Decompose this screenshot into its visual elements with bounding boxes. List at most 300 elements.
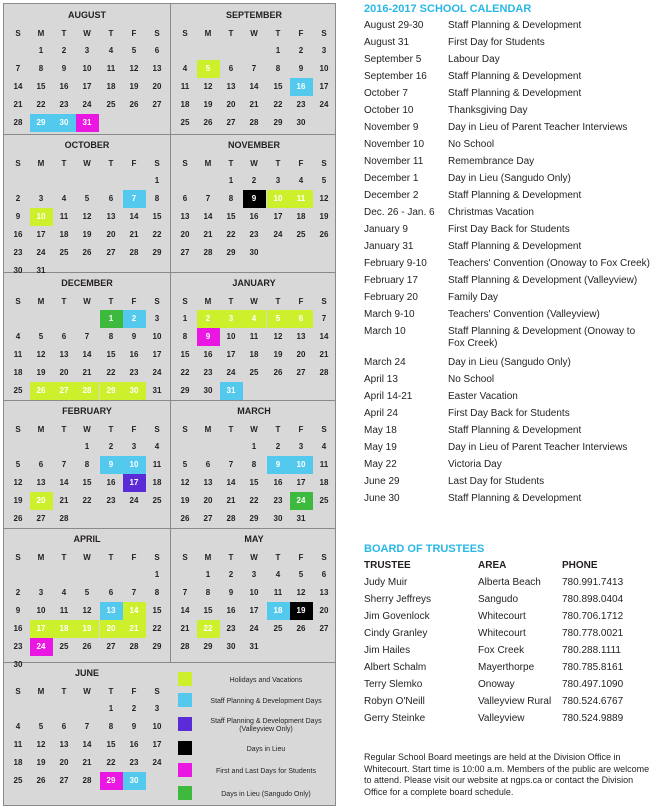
event-date: January 9 <box>364 224 408 235</box>
event-description: First Day for Students <box>448 37 545 48</box>
day-cell: 31 <box>76 114 99 132</box>
legend-label: Days in Lieu <box>246 746 286 753</box>
day-cell: 15 <box>180 350 190 359</box>
day-letter: W <box>250 297 258 306</box>
day-cell: 19 <box>273 350 283 359</box>
day-cell: 22 <box>36 100 46 109</box>
day-letter: F <box>298 297 304 306</box>
day-cell: 16 <box>129 350 139 359</box>
day-cell: 5 <box>15 460 21 469</box>
header-area: AREA <box>478 560 507 571</box>
day-cell: 3 <box>298 442 304 451</box>
event-description: Thanksgiving Day <box>448 105 528 116</box>
month-january <box>171 272 337 400</box>
legend-label: Holidays and Vacations <box>229 677 303 684</box>
trustee-name: Robyn O'Neill <box>364 696 425 707</box>
day-cell: 14 <box>59 478 69 487</box>
day-cell: 1 <box>108 704 114 713</box>
event-description: Staff Planning & Development <box>448 493 582 504</box>
day-cell: 4 <box>61 588 67 597</box>
event-date: October 10 <box>364 105 414 116</box>
trustee-phone: 780.524.9889 <box>562 713 624 724</box>
day-letter: F <box>131 297 137 306</box>
day-cell: 21 <box>226 496 236 505</box>
event-description: No School <box>448 374 495 385</box>
day-cell: 3 <box>154 704 160 713</box>
day-letter: W <box>250 29 258 38</box>
day-cell: 16 <box>249 212 259 221</box>
day-letter: F <box>131 687 137 696</box>
day-cell: 20 <box>226 100 236 109</box>
day-cell: 3 <box>154 314 160 323</box>
day-cell: 26 <box>13 514 23 523</box>
day-letter: W <box>250 553 258 562</box>
day-cell: 22 <box>197 620 220 638</box>
day-cell: 22 <box>152 230 162 239</box>
day-cell: 29 <box>152 642 162 651</box>
trustee-phone: 780.288.1111 <box>562 645 621 656</box>
day-cell: 21 <box>203 230 213 239</box>
day-cell: 21 <box>129 230 139 239</box>
trustee-phone: 780.785.8161 <box>562 662 624 673</box>
trustee-phone: 780.778.0021 <box>562 628 624 639</box>
day-cell: 6 <box>205 460 211 469</box>
day-cell: 9 <box>228 588 234 597</box>
day-cell: 22 <box>226 230 236 239</box>
trustee-name: Albert Schalm <box>364 662 427 673</box>
day-cell: 10 <box>123 456 146 474</box>
day-letter: S <box>321 425 327 434</box>
event-date: April 14-21 <box>364 391 413 402</box>
day-cell: 19 <box>290 602 313 620</box>
event-date: February 9-10 <box>364 258 427 269</box>
day-cell: 12 <box>319 194 329 203</box>
day-cell: 29 <box>180 386 190 395</box>
day-cell: 4 <box>15 332 21 341</box>
day-cell: 17 <box>152 740 162 749</box>
day-cell: 1 <box>154 176 160 185</box>
day-letter: F <box>131 159 137 168</box>
day-cell: 28 <box>226 514 236 523</box>
day-letter: S <box>182 29 188 38</box>
day-letter: S <box>321 29 327 38</box>
day-letter: T <box>108 687 114 696</box>
day-cell: 14 <box>123 602 146 620</box>
trustee-row <box>364 577 654 591</box>
day-cell: 25 <box>152 496 162 505</box>
trustee-phone: 780.991.7413 <box>562 577 624 588</box>
trustee-name: Judy Muir <box>364 577 408 588</box>
day-cell: 16 <box>129 740 139 749</box>
event-description: Teachers' Convention (Onoway to Fox Creek) <box>448 258 650 269</box>
legend-label: Days in Lieu (Sangudo Only) <box>221 791 311 798</box>
day-cell: 10 <box>319 64 329 73</box>
day-letter: F <box>131 29 137 38</box>
day-cell: 23 <box>59 100 69 109</box>
day-letter: S <box>154 29 160 38</box>
day-cell: 26 <box>319 230 329 239</box>
event-description: Staff Planning & Development <box>448 71 582 82</box>
day-cell: 19 <box>180 496 190 505</box>
month-november <box>171 134 337 272</box>
event-date: April 24 <box>364 408 398 419</box>
day-cell: 10 <box>30 208 53 226</box>
day-letter: W <box>83 553 91 562</box>
day-cell: 19 <box>36 758 46 767</box>
day-cell: 16 <box>106 478 116 487</box>
trustee-row <box>364 713 654 727</box>
day-letter: M <box>37 29 45 38</box>
day-letter: M <box>204 29 212 38</box>
day-letter: S <box>15 297 21 306</box>
event-description: First Day Back for Students <box>448 224 570 235</box>
day-cell: 27 <box>296 368 306 377</box>
day-cell: 23 <box>13 248 23 257</box>
trustee-phone: 780.898.0404 <box>562 594 624 605</box>
event-date: September 16 <box>364 71 427 82</box>
event-description: Teachers' Convention (Valleyview) <box>448 309 600 320</box>
month-september <box>171 4 337 134</box>
day-letter: M <box>204 553 212 562</box>
day-cell: 27 <box>180 248 190 257</box>
day-cell: 30 <box>53 114 76 132</box>
day-letter: S <box>154 425 160 434</box>
day-letter: F <box>131 425 137 434</box>
event-date: February 17 <box>364 275 418 286</box>
day-cell: 6 <box>182 194 188 203</box>
day-cell: 17 <box>152 350 162 359</box>
trustee-row <box>364 645 654 659</box>
day-cell: 25 <box>180 118 190 127</box>
day-cell: 10 <box>267 190 290 208</box>
event-date: August 31 <box>364 37 410 48</box>
month-march <box>171 400 337 528</box>
day-cell: 20 <box>296 350 306 359</box>
month-october <box>4 134 170 275</box>
day-cell: 7 <box>15 64 21 73</box>
day-cell: 11 <box>249 332 259 341</box>
day-cell: 2 <box>108 442 114 451</box>
day-cell: 10 <box>290 456 313 474</box>
day-cell: 7 <box>205 194 211 203</box>
day-cell: 25 <box>296 230 306 239</box>
day-cell: 18 <box>53 620 76 638</box>
day-cell: 24 <box>82 100 92 109</box>
day-cell: 15 <box>82 478 92 487</box>
day-cell: 11 <box>13 740 23 749</box>
trustee-row <box>364 628 654 642</box>
day-cell: 28 <box>82 776 92 785</box>
day-cell: 9 <box>298 64 304 73</box>
day-cell: 5 <box>38 722 44 731</box>
event-date: March 10 <box>364 326 406 337</box>
day-cell: 31 <box>249 642 259 651</box>
day-cell: 4 <box>321 442 327 451</box>
month-title: JANUARY <box>232 278 276 288</box>
day-cell: 29 <box>152 248 162 257</box>
day-cell: 12 <box>296 588 306 597</box>
day-cell: 26 <box>30 382 53 400</box>
day-cell: 10 <box>152 332 162 341</box>
day-cell: 12 <box>203 82 213 91</box>
day-letter: T <box>275 159 281 168</box>
day-cell: 2 <box>123 310 146 328</box>
month-title: SEPTEMBER <box>225 10 282 20</box>
day-cell: 28 <box>180 642 190 651</box>
day-cell: 26 <box>82 642 92 651</box>
day-cell: 16 <box>13 624 23 633</box>
day-cell: 2 <box>15 194 21 203</box>
day-cell: 1 <box>182 314 188 323</box>
day-cell: 14 <box>13 82 23 91</box>
day-cell: 15 <box>36 82 46 91</box>
day-cell: 19 <box>129 82 139 91</box>
day-cell: 8 <box>154 588 160 597</box>
event-description: Staff Planning & Development <box>448 425 582 436</box>
month-title: AUGUST <box>68 10 106 20</box>
day-cell: 18 <box>296 212 306 221</box>
day-cell: 23 <box>203 368 213 377</box>
day-cell: 30 <box>13 660 23 669</box>
day-cell: 4 <box>15 722 21 731</box>
month-title: OCTOBER <box>64 140 110 150</box>
event-date: August 29-30 <box>364 20 424 31</box>
day-cell: 8 <box>154 194 160 203</box>
day-cell: 1 <box>154 570 160 579</box>
legend-swatch <box>178 741 192 755</box>
day-cell: 22 <box>180 368 190 377</box>
day-cell: 1 <box>100 310 123 328</box>
day-cell: 15 <box>106 350 116 359</box>
event-description: Staff Planning & Development <box>448 190 582 201</box>
day-cell: 10 <box>249 588 259 597</box>
day-cell: 29 <box>30 114 53 132</box>
day-cell: 18 <box>152 478 162 487</box>
day-cell: 21 <box>249 100 259 109</box>
day-letter: F <box>298 425 304 434</box>
day-cell: 19 <box>203 100 213 109</box>
day-letter: S <box>321 297 327 306</box>
day-cell: 14 <box>203 212 213 221</box>
day-cell: 29 <box>249 514 259 523</box>
day-letter: W <box>83 29 91 38</box>
day-cell: 13 <box>36 478 46 487</box>
day-letter: T <box>61 29 67 38</box>
day-cell: 27 <box>319 624 329 633</box>
day-cell: 23 <box>106 496 116 505</box>
day-cell: 6 <box>61 722 67 731</box>
event-description: Last Day for Students <box>448 476 545 487</box>
day-cell: 24 <box>290 492 313 510</box>
info-column <box>364 0 654 811</box>
day-cell: 17 <box>82 82 92 91</box>
day-cell: 14 <box>82 740 92 749</box>
board-title: BOARD OF TRUSTEES <box>364 543 485 555</box>
month-may <box>171 528 337 662</box>
day-cell: 3 <box>251 570 257 579</box>
day-cell: 5 <box>131 46 137 55</box>
event-date: May 22 <box>364 459 397 470</box>
day-letter: S <box>15 425 21 434</box>
day-cell: 27 <box>106 642 116 651</box>
day-cell: 17 <box>319 82 329 91</box>
day-cell: 11 <box>59 212 69 221</box>
event-description: Day in Lieu of Parent Teacher Interviews <box>448 122 628 133</box>
day-cell: 12 <box>13 478 23 487</box>
day-letter: T <box>61 425 67 434</box>
day-cell: 14 <box>319 332 329 341</box>
day-cell: 12 <box>82 606 92 615</box>
day-letter: M <box>37 159 45 168</box>
day-cell: 21 <box>13 100 23 109</box>
day-letter: S <box>15 687 21 696</box>
day-cell: 3 <box>220 310 243 328</box>
day-cell: 14 <box>129 212 139 221</box>
day-cell: 17 <box>226 350 236 359</box>
day-cell: 17 <box>123 474 146 492</box>
day-cell: 21 <box>59 496 69 505</box>
day-cell: 6 <box>154 46 160 55</box>
day-cell: 27 <box>203 514 213 523</box>
month-june <box>4 662 170 805</box>
day-cell: 16 <box>273 478 283 487</box>
event-date: November 10 <box>364 139 425 150</box>
trustee-area: Sangudo <box>478 594 519 605</box>
day-cell: 13 <box>59 740 69 749</box>
day-cell: 24 <box>152 758 162 767</box>
day-letter: T <box>275 553 281 562</box>
event-date: May 18 <box>364 425 397 436</box>
day-letter: S <box>154 159 160 168</box>
day-cell: 5 <box>197 60 220 78</box>
day-letter: M <box>37 297 45 306</box>
day-cell: 21 <box>82 368 92 377</box>
day-letter: S <box>182 297 188 306</box>
day-cell: 7 <box>321 314 327 323</box>
day-cell: 8 <box>228 194 234 203</box>
event-description: Staff Planning & Development (Valleyview) <box>448 275 638 286</box>
day-cell: 9 <box>100 456 123 474</box>
trustee-area: Mayerthorpe <box>478 662 535 673</box>
trustee-area: Valleyview Rural <box>478 696 552 707</box>
trustee-phone: 780.497.1090 <box>562 679 624 690</box>
day-cell: 11 <box>106 64 116 73</box>
day-cell: 12 <box>36 740 46 749</box>
day-cell: 13 <box>152 64 162 73</box>
day-cell: 3 <box>84 46 90 55</box>
event-description: Day in Lieu (Sangudo Only) <box>448 357 571 368</box>
day-cell: 6 <box>108 588 114 597</box>
event-date: November 11 <box>364 156 424 167</box>
event-date: March 24 <box>364 357 406 368</box>
event-description: Victoria Day <box>448 459 502 470</box>
day-cell: 1 <box>205 570 211 579</box>
day-cell: 24 <box>129 496 139 505</box>
day-cell: 8 <box>108 332 114 341</box>
event-description: Christmas Vacation <box>448 207 534 218</box>
day-cell: 14 <box>226 478 236 487</box>
day-cell: 31 <box>152 386 162 395</box>
day-cell: 11 <box>180 82 190 91</box>
day-letter: W <box>83 687 91 696</box>
day-cell: 26 <box>180 514 190 523</box>
day-cell: 6 <box>61 332 67 341</box>
school-calendar-title: 2016-2017 SCHOOL CALENDAR <box>364 3 532 15</box>
day-cell: 28 <box>129 642 139 651</box>
header-trustee: TRUSTEE <box>364 560 411 571</box>
day-cell: 7 <box>131 588 137 597</box>
day-cell: 20 <box>152 82 162 91</box>
day-cell: 6 <box>321 570 327 579</box>
day-cell: 13 <box>226 82 236 91</box>
day-cell: 18 <box>13 758 23 767</box>
day-cell: 10 <box>152 722 162 731</box>
day-cell: 11 <box>290 190 313 208</box>
event-date: Dec. 26 - Jan. 6 <box>364 207 435 218</box>
day-cell: 10 <box>226 332 236 341</box>
event-date: January 31 <box>364 241 414 252</box>
day-cell: 10 <box>82 64 92 73</box>
day-cell: 28 <box>203 248 213 257</box>
day-letter: T <box>108 159 114 168</box>
day-cell: 18 <box>13 368 23 377</box>
day-cell: 17 <box>296 478 306 487</box>
day-cell: 21 <box>82 758 92 767</box>
day-cell: 20 <box>203 496 213 505</box>
day-letter: S <box>154 553 160 562</box>
day-cell: 11 <box>319 460 329 469</box>
event-date: September 5 <box>364 54 422 65</box>
day-cell: 22 <box>273 100 283 109</box>
day-letter: T <box>275 29 281 38</box>
day-cell: 5 <box>84 194 90 203</box>
day-cell: 30 <box>123 382 146 400</box>
day-letter: S <box>182 159 188 168</box>
day-cell: 25 <box>59 248 69 257</box>
day-cell: 9 <box>131 722 137 731</box>
event-date: October 7 <box>364 88 408 99</box>
day-cell: 12 <box>180 478 190 487</box>
day-cell: 3 <box>38 194 44 203</box>
day-cell: 25 <box>13 776 23 785</box>
day-cell: 18 <box>249 350 259 359</box>
legend-label: First and Last Days for Students <box>216 768 316 775</box>
event-date: March 9-10 <box>364 309 415 320</box>
day-cell: 7 <box>61 460 67 469</box>
day-cell: 5 <box>38 332 44 341</box>
day-cell: 25 <box>13 386 23 395</box>
day-cell: 6 <box>108 194 114 203</box>
day-cell: 9 <box>131 332 137 341</box>
day-cell: 27 <box>36 514 46 523</box>
day-letter: M <box>204 159 212 168</box>
day-cell: 28 <box>249 118 259 127</box>
day-cell: 25 <box>319 496 329 505</box>
day-cell: 4 <box>275 570 281 579</box>
day-cell: 20 <box>100 620 123 638</box>
day-cell: 1 <box>251 442 257 451</box>
day-cell: 3 <box>131 442 137 451</box>
day-letter: W <box>250 159 258 168</box>
trustee-row <box>364 594 654 608</box>
day-cell: 29 <box>203 642 213 651</box>
day-cell: 19 <box>319 212 329 221</box>
day-cell: 12 <box>36 350 46 359</box>
day-cell: 21 <box>123 620 146 638</box>
day-cell: 16 <box>203 350 213 359</box>
day-cell: 26 <box>273 368 283 377</box>
day-cell: 4 <box>182 64 188 73</box>
